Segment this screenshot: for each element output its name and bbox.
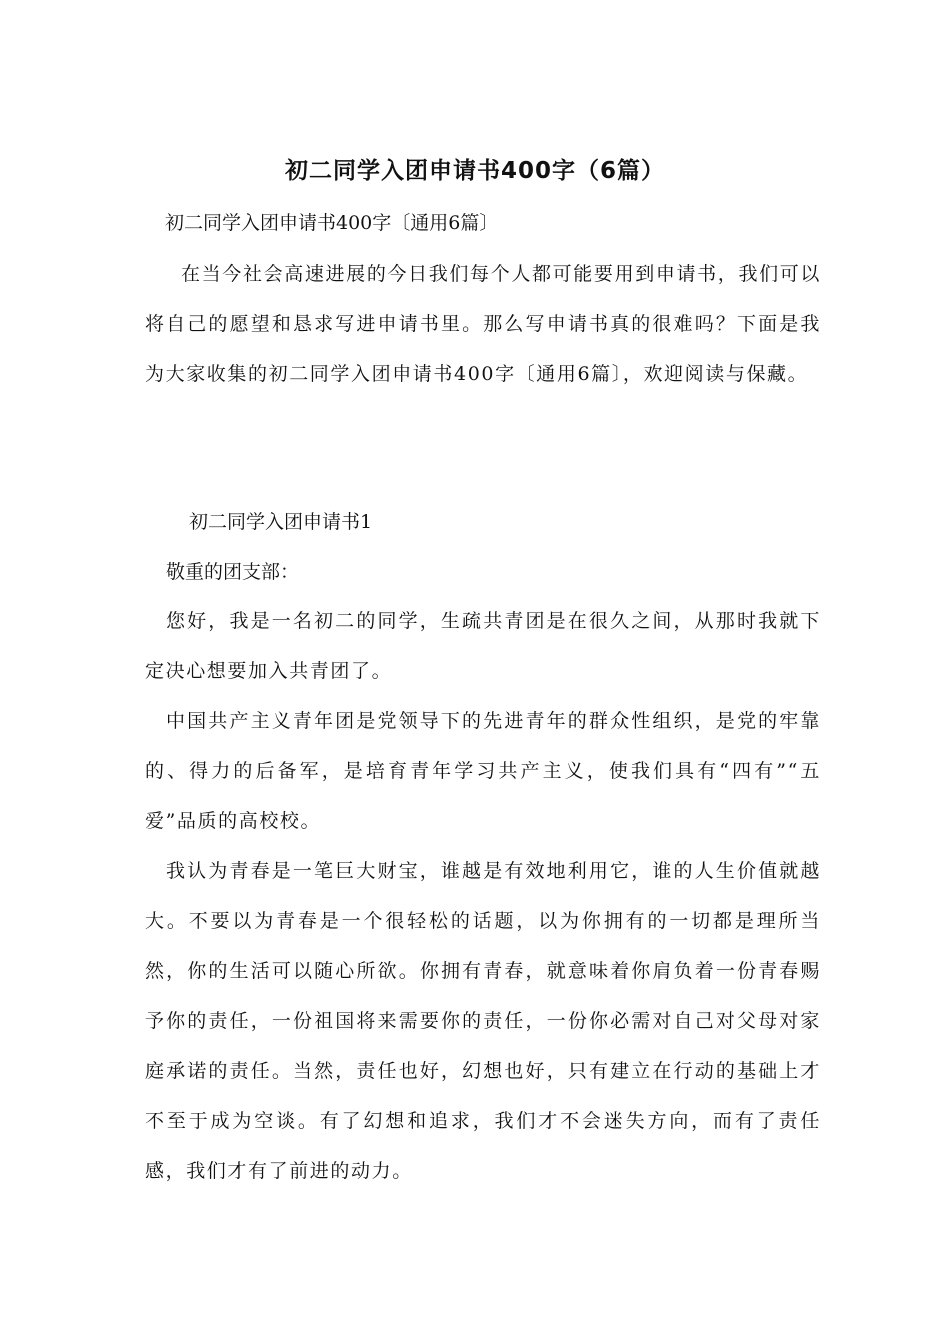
salutation: 敬重的团支部： bbox=[166, 561, 300, 583]
intro-paragraph: 在当今社会高速进展的今日我们每个人都可能要用到申请书，我们可以将自己的愿望和恳求写进申请书里。那么写申请书真的很难吗？下面是我为大家收集的初二同学入团申请书400字〔通用6篇〕，欢迎阅读与保藏。 bbox=[145, 263, 821, 385]
document-title: 初二同学入团申请书400字（6篇） bbox=[284, 158, 665, 184]
body-paragraph: 中国共产主义青年团是党领导下的先进青年的群众性组织，是党的牢靠的、得力的后备军，是培育青年学习共产主义，使我们具有“四有”“五爱”品质的高校校。 bbox=[145, 710, 821, 832]
section-heading: 初二同学入团申请书1 bbox=[189, 511, 373, 533]
document-subtitle: 初二同学入团申请书400字〔通用6篇〕 bbox=[165, 212, 499, 234]
body-paragraph: 您好，我是一名初二的同学，生疏共青团是在很久之间，从那时我就下定决心想要加入共青团了。 bbox=[145, 610, 821, 682]
body-paragraph: 我认为青春是一笔巨大财宝，谁越是有效地利用它，谁的人生价值就越大。不要以为青春是一个很轻松的话题，以为你拥有的一切都是理所当然，你的生活可以随心所欲。你拥有青春，就意味着你肩负着一份青春赐予你的责任，一份祖国将来需要你的责任，一份你必需对自己对父母对家庭承诺的责任。当然，责任也好，幻想也好，只有建立在行动的基础上才不至于成为空谈。有了幻想和追求，我们才不会迷失方向，而有了责任感，我们才有了前进的动力。 bbox=[145, 860, 821, 1182]
